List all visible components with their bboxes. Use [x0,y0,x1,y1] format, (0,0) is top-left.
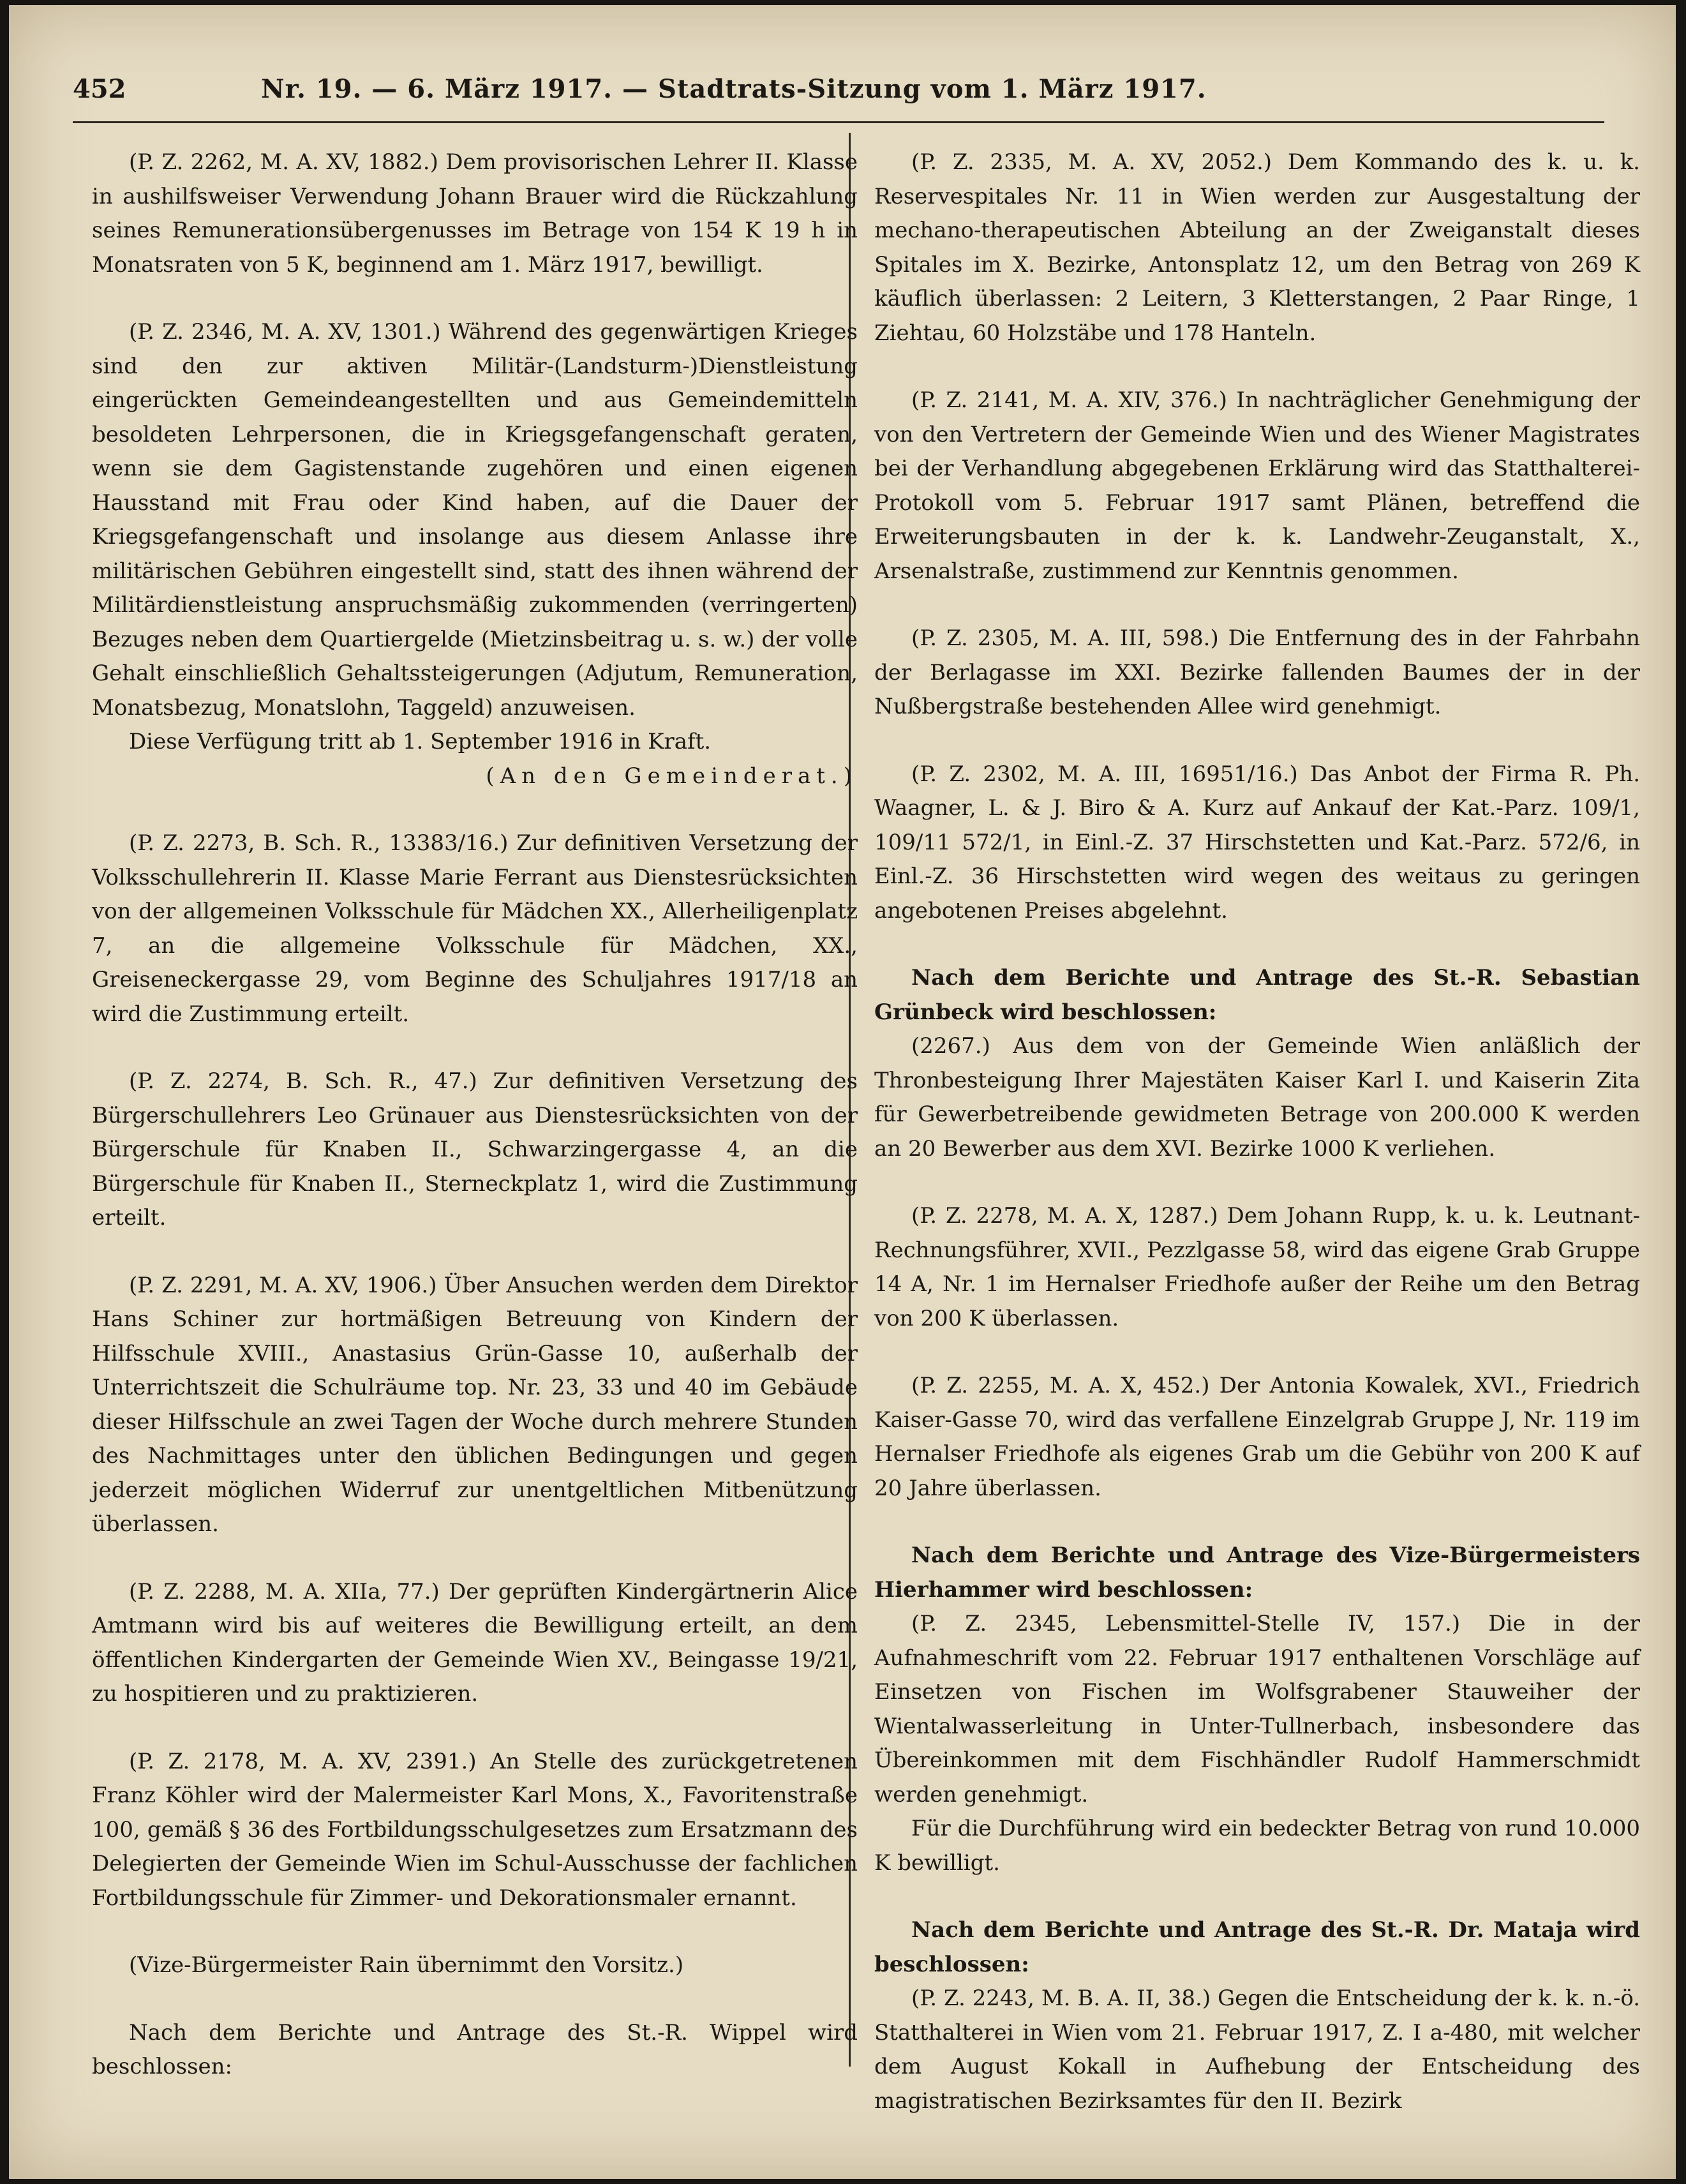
paragraph: (P. Z. 2178, M. A. XV, 2391.) An Stelle des zurückgetretenen Franz Köhler wird der Malermeister Karl Mons, X., Favoritenstraße 100, gemäß § 36 des Fortbildungsschulgesetzes zum Ersatzmann des Delegierten der Gemeinde Wien im Schul-Ausschusse der fachlichen Fortbildungsschule für Zimmer- und Dekorationsmaler ernannt. [92,1748,858,1911]
paragraph: (P. Z. 2243, M. B. A. II, 38.) Gegen die Entscheidung der k. k. n.-ö. Statthalterei in Wien vom 21. Februar 1917, Z. I a-480, mit welcher dem August Kokall in Aufhebung der Entscheidung des magistratischen Bezirksamtes für den II. Bezirk [874,1986,1640,2114]
newspaper-page [9,5,1676,2179]
resolution-intro: Nach dem Berichte und Antrage des St.-R. Sebastian Grünbeck wird beschlossen: [874,965,1640,1025]
paragraph: (P. Z. 2278, M. A. X, 1287.) Dem Johann Rupp, k. u. k. Leutnant-Rechnungsführer, XVII., Pezzlgasse 58, wird das eigene Grab Gruppe 14 A, Nr. 1 im Hernalser Friedhofe außer der Reihe um den Betrag von 200 K überlassen. [874,1203,1640,1331]
paragraph: (P. Z. 2141, M. A. XIV, 376.) In nachträglicher Genehmigung der von den Vertretern der Gemeinde Wien und des Wiener Magistrates bei der Verhandlung abgegebenen Erklärung wird das Statthalterei-Protokoll vom 5. Februar 1917 samt Plänen, betreffend die Erweiterungsbauten in der k. k. Landwehr-Zeuganstalt, X., Arsenalstraße, zustimmend zur Kenntnis genommen. [874,387,1640,584]
resolution-intro: Nach dem Berichte und Antrage des St.-R. Dr. Mataja wird beschlossen: [874,1917,1640,1977]
paragraph: (P. Z. 2305, M. A. III, 598.) Die Entfernung des in der Fahrbahn der Berlagasse im XXI. Bezirke fallenden Baumes der in der Nußbergstraße bestehenden Allee wird genehmigt. [874,625,1640,719]
header-rule [73,121,1604,123]
paragraph: (P. Z. 2302, M. A. III, 16951/16.) Das Anbot der Firma R. Ph. Waagner, L. & J. Biro & A. Kurz auf Ankauf der Kat.-Parz. 109/1, 109/11 572/1, in Einl.-Z. 37 Hirschstetten und Kat.-Parz. 572/6, in Einl.-Z. 36 Hirschstetten wird wegen des weitaus zu geringen angebotenen Preises abgelehnt. [874,761,1640,924]
resolution-intro: Nach dem Berichte und Antrage des St.-R. Wippel wird beschlossen: [92,2019,858,2079]
paragraph: (P. Z. 2273, B. Sch. R., 13383/16.) Zur definitiven Versetzung der Volksschullehrerin II. Klasse Marie Ferrant aus Dienstesrücksichten von der allgemeinen Volksschule für Mädchen XX., Allerheiligenplatz 7, an die allgemeine Volksschule für Mädchen, XX., Greiseneckergasse 29, vom Beginne des Schuljahres 1917/18 an wird die Zustimmung erteilt. [92,830,858,1027]
paragraph: Für die Durchführung wird ein bedeckter Betrag von rund 10.000 K bewilligt. [874,1816,1640,1876]
referral-note: (An den Gemeinderat.) [486,763,858,789]
chair-note: (Vize-Bürgermeister Rain übernimmt den Vorsitz.) [129,1952,684,1978]
paragraph: (P. Z. 2274, B. Sch. R., 47.) Zur definitiven Versetzung des Bürgerschullehrers Leo Grünauer aus Dienstesrücksichten von der Bürgerschule für Knaben II., Schwarzingergasse 4, an die Bürgerschule für Knaben II., Sterneckplatz 1, wird die Zustimmung erteilt. [92,1068,858,1230]
paragraph: (2267.) Aus dem von der Gemeinde Wien anläßlich der Thronbesteigung Ihrer Majestäten Kaiser Karl I. und Kaiserin Zita für Gewerbetreibende gewidmeten Betrage von 200.000 K werden an 20 Bewerber aus dem XVI. Bezirke 1000 K verliehen. [874,1033,1640,1162]
running-head: Nr. 19. — 6. März 1917. — Stadtrats-Sitzung vom 1. März 1917. [261,74,1207,104]
paragraph: (P. Z. 2288, M. A. XIIa, 77.) Der geprüften Kindergärtnerin Alice Amtmann wird bis auf weiteres die Bewilligung erteilt, an dem öffentlichen Kindergarten der Gemeinde Wien XV., Beingasse 19/21, zu hospitieren und zu praktizieren. [92,1578,858,1707]
paragraph: (P. Z. 2291, M. A. XV, 1906.) Über Ansuchen werden dem Direktor Hans Schiner zur hortmäßigen Betreuung von Kindern der Hilfsschule XVIII., Anastasius Grün-Gasse 10, außerhalb der Unterrichtszeit die Schulräume top. Nr. 23, 33 und 40 im Gebäude dieser Hilfsschule an zwei Tagen der Woche durch mehrere Stunden des Nachmittages unter den üblichen Bedingungen und gegen jederzeit möglichen Widerruf zur unentgeltlichen Mitbenützung überlassen. [92,1272,858,1537]
page-header [73,74,1250,112]
paragraph: (P. Z. 2262, M. A. XV, 1882.) Dem provisorischen Lehrer II. Klasse in aushilfsweiser Verwendung Johann Brauer wird die Rückzahlung seines Remunerationsübergenusses im Betrage von 154 K 19 h in Monatsraten von 5 K, beginnend am 1. März 1917, bewilligt. [92,149,858,278]
paragraph: (P. Z. 2335, M. A. XV, 2052.) Dem Kommando des k. u. k. Reservespitales Nr. 11 in Wien werden zur Ausgestaltung der mechano-therapeutischen Abteilung an der Zweiganstalt dieses Spitales im X. Bezirke, Antonsplatz 12, um den Betrag von 269 K käuflich überlassen: 2 Leitern, 3 Kletterstangen, 2 Paar Ringe, 1 Ziehtau, 60 Holzstäbe und 178 Hanteln. [874,149,1640,346]
resolution-intro: Nach dem Berichte und Antrage des Vize-Bürgermeisters Hierhammer wird beschlossen: [874,1543,1640,1603]
paragraph: (P. Z. 2255, M. A. X, 452.) Der Antonia Kowalek, XVI., Friedrich Kaiser-Gasse 70, wird das verfallene Einzelgrab Gruppe J, Nr. 119 im Hernalser Friedhofe als eigenes Grab um die Gebühr von 200 K auf 20 Jahre überlassen. [874,1373,1640,1501]
paragraph: (P. Z. 2346, M. A. XV, 1301.) Während des gegenwärtigen Krieges sind den zur aktiven Militär-(Landsturm-)Dienstleistung eingerückten Gemeindeangestellten und aus Gemeindemitteln besoldeten Lehrpersonen, die in Kriegsgefangenschaft geraten, wenn sie dem Gagistenstande zugehören und einen eigenen Hausstand mit Frau oder Kind haben, auf die Dauer der Kriegsgefangenschaft und insolange aus diesem Anlasse ihre militärischen Gebühren eingestellt sind, statt des ihnen während der Militärdienstleistung anspruchsmäßig zukommenden (verringerten) Bezuges neben dem Quartiergelde (Mietzinsbeitrag u. s. w.) der volle Gehalt einschließlich Gehaltssteigerungen (Adjutum, Remuneration, Monatsbezug, Monatslohn, Taggeld) anzuweisen. [92,319,858,721]
right-column [874,146,1640,2118]
page-number: 452 [73,74,126,104]
left-column [92,146,858,2118]
paragraph: Diese Verfügung tritt ab 1. September 1916 in Kraft. [129,729,712,754]
paragraph: (P. Z. 2345, Lebensmittel-Stelle IV, 157.) Die in der Aufnahmeschrift vom 22. Februar 1917 enthaltenen Vorschläge auf Einsetzen von Fischen im Wolfsgrabener Stauweiher der Wientalwasserleitung in Unter-Tullnerbach, insbesondere das Übereinkommen mit dem Fischhändler Rudolf Hammerschmidt werden genehmigt. [874,1611,1640,1807]
